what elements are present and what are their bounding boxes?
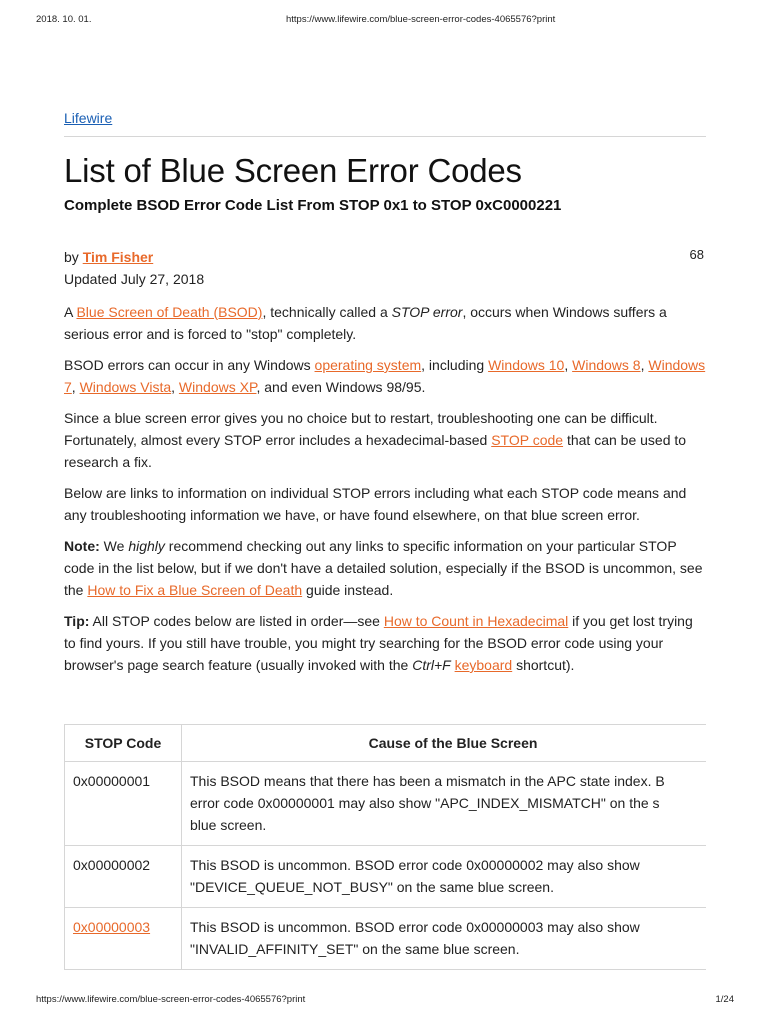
byline-prefix: by [64, 249, 83, 265]
cause-cell: This BSOD means that there has been a mismatch in the APC state index. B error code 0x00000001 may also show "APC_INDEX_MISMATCH" on the s blue screen. [182, 762, 725, 846]
note-label: Note: [64, 538, 100, 554]
stop-code-cell [65, 908, 182, 970]
windows-8-link[interactable]: Windows 8 [572, 357, 641, 373]
paragraph-note: Note: We highly recommend checking out any links to specific information on your particular STOP code in the list below, but if we don't have a detailed solution, especially if the BSOD is uncommon, see the How to Fix a Blue Screen of Death guide instead. [64, 538, 703, 598]
cause-cell: This BSOD is uncommon. BSOD error code 0x00000003 may also show "INVALID_AFFINITY_SET" on the same blue screen. [182, 908, 725, 970]
paragraph-stop-code: Since a blue screen error gives you no choice but to restart, troubleshooting one can be difficult. Fortunately, almost every STOP error includes a hexadecimal-based STOP code that can be used to research a fix. [64, 410, 687, 470]
tip-label: Tip: [64, 613, 90, 629]
print-date: 2018. 10. 01. [36, 14, 92, 25]
column-header-stop-code: STOP Code [65, 725, 182, 762]
paragraph-links-info: Below are links to information on individual STOP errors including what each STOP code means and any troubleshooting information we have, or have found elsewhere, on that blue screen error. [64, 485, 687, 523]
paragraph-tip: Tip: All STOP codes below are listed in order—see How to Count in Hexadecimal if you get lost trying to find yours. If you still have trouble, you might try searching for the BSOD error code using your browser's page search feature (usually invoked with the Ctrl+F keyboard shortcut). [64, 613, 693, 673]
print-footer [0, 994, 768, 1014]
stop-code-0x3-link[interactable]: 0x00000003 [73, 919, 151, 935]
windows-7-link[interactable]: Windows 7 [64, 357, 706, 395]
operating-system-link[interactable]: operating system [314, 357, 422, 373]
print-url: https://www.lifewire.com/blue-screen-error-codes-4065576?print [286, 14, 556, 25]
page-number: 1/24 [715, 994, 734, 1005]
byline [64, 249, 153, 265]
divider [64, 136, 706, 137]
paragraph-intro: A Blue Screen of Death (BSOD), technically called a STOP error, occurs when Windows suffers a serious error and is forced to "stop" completely. [64, 304, 667, 342]
comment-count[interactable]: 68 [689, 247, 704, 262]
windows-xp-link[interactable]: Windows XP [178, 379, 257, 395]
paragraph-os: BSOD errors can occur in any Windows operating system, including Windows 10, Windows 8, Windows 7, Windows Vista, Windows XP, and even Windows 98/95. [64, 357, 706, 395]
fix-bsod-link[interactable]: How to Fix a Blue Screen of Death [87, 582, 303, 598]
brand-link[interactable]: Lifewire [64, 110, 113, 126]
table-header-row [65, 725, 725, 762]
page-clip-margin [706, 720, 768, 990]
keyboard-link[interactable]: keyboard [454, 657, 513, 673]
windows-10-link[interactable]: Windows 10 [488, 357, 565, 373]
footer-url: https://www.lifewire.com/blue-screen-error-codes-4065576?print [36, 994, 306, 1005]
stop-code-cell: 0x00000001 [65, 762, 182, 846]
page-title: List of Blue Screen Error Codes [64, 152, 522, 189]
stop-code-link[interactable]: STOP code [491, 432, 564, 448]
bsod-link[interactable]: Blue Screen of Death (BSOD) [76, 304, 263, 320]
stop-code-cell: 0x00000002 [65, 846, 182, 908]
windows-vista-link[interactable]: Windows Vista [79, 379, 172, 395]
author-link[interactable]: Tim Fisher [82, 249, 154, 265]
page-subtitle: Complete BSOD Error Code List From STOP 0x1 to STOP 0xC0000221 [64, 197, 562, 214]
count-hex-link[interactable]: How to Count in Hexadecimal [383, 613, 569, 629]
table-row [65, 846, 725, 908]
table-row [65, 762, 725, 846]
table-row [65, 908, 725, 970]
stop-code-table [64, 724, 725, 970]
article-body [64, 301, 706, 685]
print-header [0, 14, 768, 34]
column-header-cause: Cause of the Blue Screen [182, 725, 725, 762]
cause-cell: This BSOD is uncommon. BSOD error code 0x00000002 may also show "DEVICE_QUEUE_NOT_BUSY" on the same blue screen. [182, 846, 725, 908]
updated-date: Updated July 27, 2018 [64, 271, 205, 287]
